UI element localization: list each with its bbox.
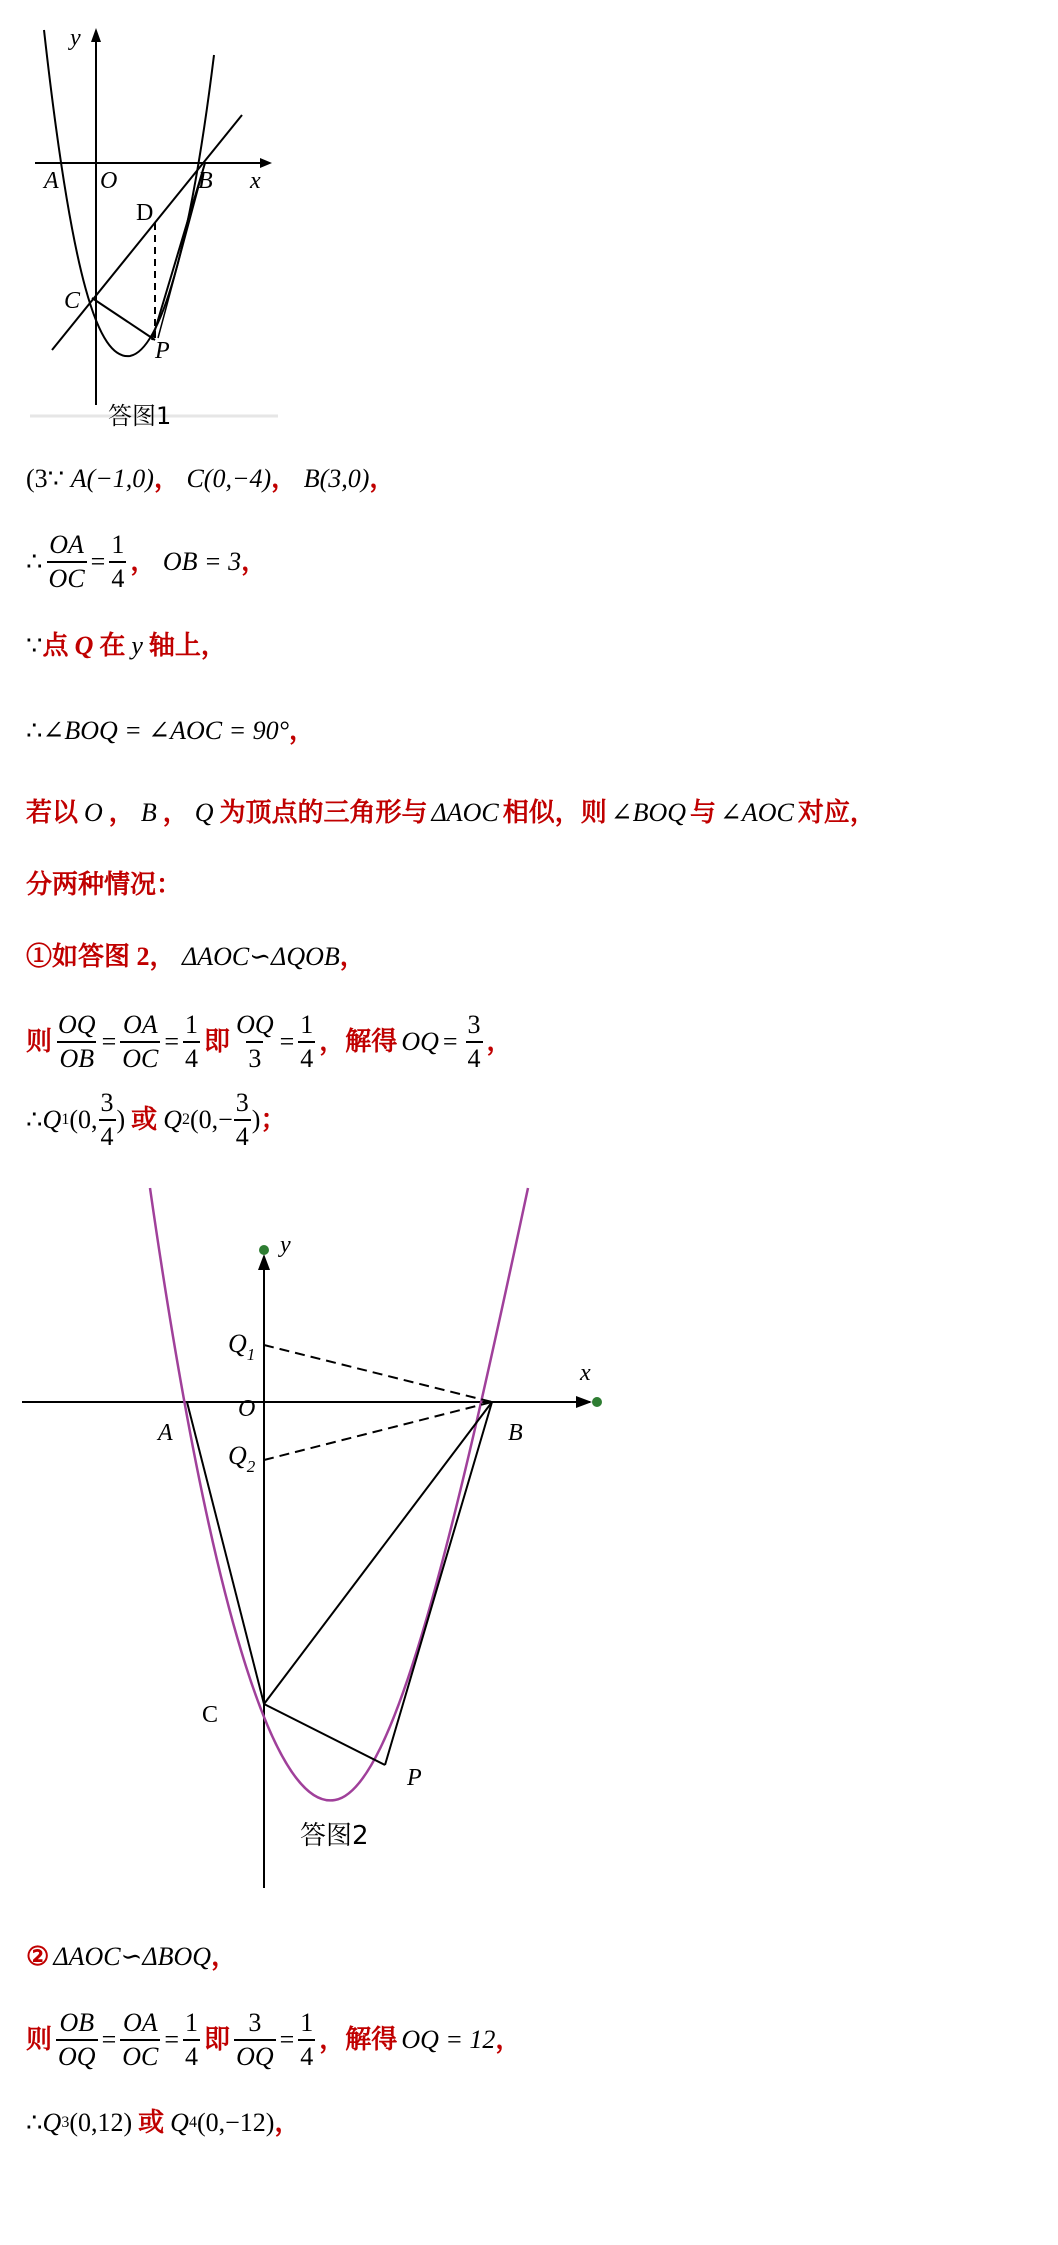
solution-line-3: ∵ 点 Q 在 y 轴上， bbox=[26, 631, 227, 660]
solution-line-6: 分两种情况： bbox=[26, 870, 183, 899]
solution-line-10: ② ΔAOC∽ΔBOQ ， bbox=[26, 1942, 238, 1971]
point-c: C(0,−4) bbox=[186, 464, 272, 493]
figure-2 bbox=[0, 1170, 620, 1900]
fig2-label-p: P bbox=[407, 1765, 422, 1791]
fig1-label-o: O bbox=[100, 168, 118, 194]
point-b: B(3,0) bbox=[303, 464, 370, 493]
similarity-1: ΔAOC∽ΔQOB bbox=[182, 942, 340, 971]
fig1-label-c: C bbox=[64, 288, 81, 314]
fig2-label-b: B bbox=[508, 1420, 523, 1446]
similarity-2: ΔAOC∽ΔBOQ bbox=[53, 1942, 212, 1971]
solution-line-12: ∴ Q 3 (0,12) 或 Q 4 (0,−12) ， bbox=[26, 2108, 301, 2137]
fig1-label-x: x bbox=[250, 168, 261, 194]
fig1-label-b: B bbox=[198, 168, 213, 194]
angle-equation: ∠BOQ = ∠AOC = 90° bbox=[42, 716, 290, 745]
figure-1 bbox=[0, 0, 290, 440]
solution-line-1: (3∵ A(−1,0) ， C(0,−4) ， B(3,0) ， bbox=[26, 464, 396, 493]
fig1-label-p: P bbox=[155, 338, 170, 364]
solution-line-2: ∴ $\frac{OA}{OC}$ = $\frac{1}{4}$ ， OB = 3 ， bbox=[26, 530, 268, 593]
oq-result: OQ = 12 bbox=[401, 2025, 496, 2054]
fig1-label-d: D bbox=[136, 200, 154, 226]
fig2-caption: 答图2 bbox=[300, 1821, 369, 1851]
fig2-label-o: O bbox=[238, 1396, 256, 1422]
fraction-oa-oc: $\frac{OA}{OC}$ bbox=[48, 530, 85, 593]
fig2-label-q2: $Q_2$ bbox=[228, 1441, 256, 1476]
solution-line-7: ①如答图 2， ΔAOC∽ΔQOB ， bbox=[26, 942, 366, 971]
solution-line-4: ∴ ∠BOQ = ∠AOC = 90° ， bbox=[26, 716, 316, 745]
fig2-dashed-q2b bbox=[264, 1402, 492, 1460]
solution-line-11: 则 $\frac{OB}{OQ}$ = $\frac{OA}{OC}$ = $\frac{1}{4}$ 即 $\frac{3}{OQ}$ = $\frac{1}{4}$ ，解得 OQ = 12 ， bbox=[26, 2008, 522, 2071]
point-a: A(−1,0) bbox=[70, 464, 154, 493]
ob-value: OB = 3 bbox=[162, 547, 242, 576]
fig2-label-q1: $Q_1$ bbox=[228, 1329, 256, 1364]
fraction-one-quarter: $\frac{1}{4}$ bbox=[111, 530, 125, 593]
fig1-caption: 答图1 bbox=[108, 402, 172, 430]
fig1-label-a: A bbox=[44, 168, 59, 194]
solution-line-8: 则 $\frac{OQ}{OB}$ = $\frac{OA}{OC}$ = $\frac{1}{4}$ 即 $\frac{OQ}{3}$ = $\frac{1}{4}$ ，解得 OQ = $\frac{3}{4}$ ， bbox=[26, 1010, 513, 1073]
fig2-label-y: y bbox=[280, 1232, 291, 1258]
fig1-label-y: y bbox=[70, 25, 81, 51]
fig2-label-a: A bbox=[158, 1420, 173, 1446]
fig2-label-x: x bbox=[580, 1360, 591, 1386]
fig2-dashed-q1b bbox=[264, 1345, 492, 1402]
solution-line-5: 若以 O ， B ， Q 为顶点的三角形与 ΔAOC 相似，则 ∠BOQ 与 ∠AOC 对应， bbox=[26, 798, 876, 827]
fig2-label-c: C bbox=[202, 1702, 219, 1728]
solution-line-9: ∴ Q 1 (0, $\frac{3}{4}$ ) 或 Q 2 (0,− $\frac{3}{4}$ ) ； bbox=[26, 1088, 287, 1151]
